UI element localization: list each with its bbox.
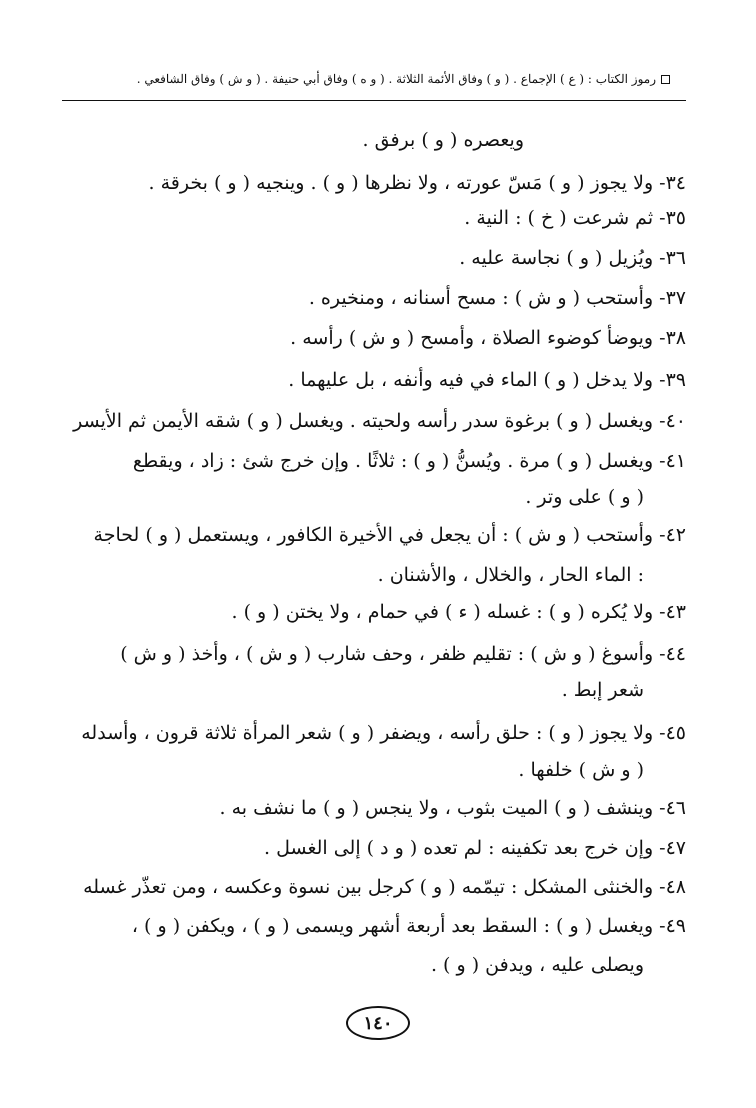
square-bullet-icon <box>661 75 670 84</box>
page-number-text: ١٤٠ <box>363 1012 393 1034</box>
text-line: ( و ) على وتر . <box>525 486 644 508</box>
text-line: ٤٥- ولا يجوز ( و ) : حلق رأسه ، ويضفر ( و ) شعر المرأة ثلاثة قرون ، وأسدله <box>81 722 686 744</box>
text-line: شعر إبط . <box>561 679 644 701</box>
text-line: ٤٨- والخنثى المشكل : تيمّمه ( و ) كرجل بين نسوة وعكسه ، ومن تعذّر غسله <box>83 876 686 898</box>
text-line: ٤٦- وينشف ( و ) الميت بثوب ، ولا ينجس ( و ) ما نشف به . <box>219 797 686 819</box>
text-line: ٤٣- ولا يُكره ( و ) : غسله ( ء ) في حمام ، ولا يختن ( و ) . <box>231 601 686 623</box>
text-line: ٣٥- ثم شرعت ( خ ) : النية . <box>464 207 686 229</box>
text-line: ٤٩- ويغسل ( و ) : السقط بعد أربعة أشهر ويسمى ( و ) ، ويكفن ( و ) ، <box>131 915 686 937</box>
text-line: : الماء الحار ، والخلال ، والأشنان . <box>377 564 644 586</box>
page-header <box>70 70 670 88</box>
text-line: ٤٧- وإن خرج بعد تكفينه : لم تعده ( و د ) إلى الغسل . <box>264 837 686 859</box>
header-text: رموز الكتاب : ( ع ) الإجماع . ( و ) وفاق الأئمة الثلاثة . ( و ه ) وفاق أبي حنيفة . ( و ش ) وفاق الشافعي . <box>136 72 656 86</box>
text-line: ٤١- ويغسل ( و ) مرة . ويُسنُّ ( و ) : ثلاثًا . وإن خرج شئ : زاد ، ويقطع <box>132 450 686 472</box>
page-number <box>346 1006 410 1040</box>
header-rule <box>62 100 686 101</box>
text-line: ٣٩- ولا يدخل ( و ) الماء في فيه وأنفه ، بل عليهما . <box>288 369 686 391</box>
text-line: ويصلى عليه ، ويدفن ( و ) . <box>430 954 644 976</box>
text-line: ٣٧- وأستحب ( و ش ) : مسح أسنانه ، ومنخيره . <box>308 287 686 309</box>
text-line: ٣٦- ويُزيل ( و ) نجاسة عليه . <box>459 247 686 269</box>
text-line: ويعصره ( و ) برفق . <box>362 129 524 151</box>
text-line: ( و ش ) خلفها . <box>518 759 644 781</box>
text-line: ٤٠- ويغسل ( و ) برغوة سدر رأسه ولحيته . ويغسل ( و ) شقه الأيمن ثم الأيسر <box>73 410 686 432</box>
text-line: ٤٤- وأسوغ ( و ش ) : تقليم ظفر ، وحف شارب ( و ش ) ، وأخذ ( و ش ) <box>120 643 686 665</box>
text-line: ٣٤- ولا يجوز ( و ) مَسّ عورته ، ولا نظرها ( و ) . وينجيه ( و ) بخرقة . <box>148 172 686 194</box>
text-line: ٣٨- ويوضأ كوضوء الصلاة ، وأمسح ( و ش ) رأسه . <box>290 327 686 349</box>
text-line: ٤٢- وأستحب ( و ش ) : أن يجعل في الأخيرة الكافور ، ويستعمل ( و ) لحاجة <box>93 524 686 546</box>
